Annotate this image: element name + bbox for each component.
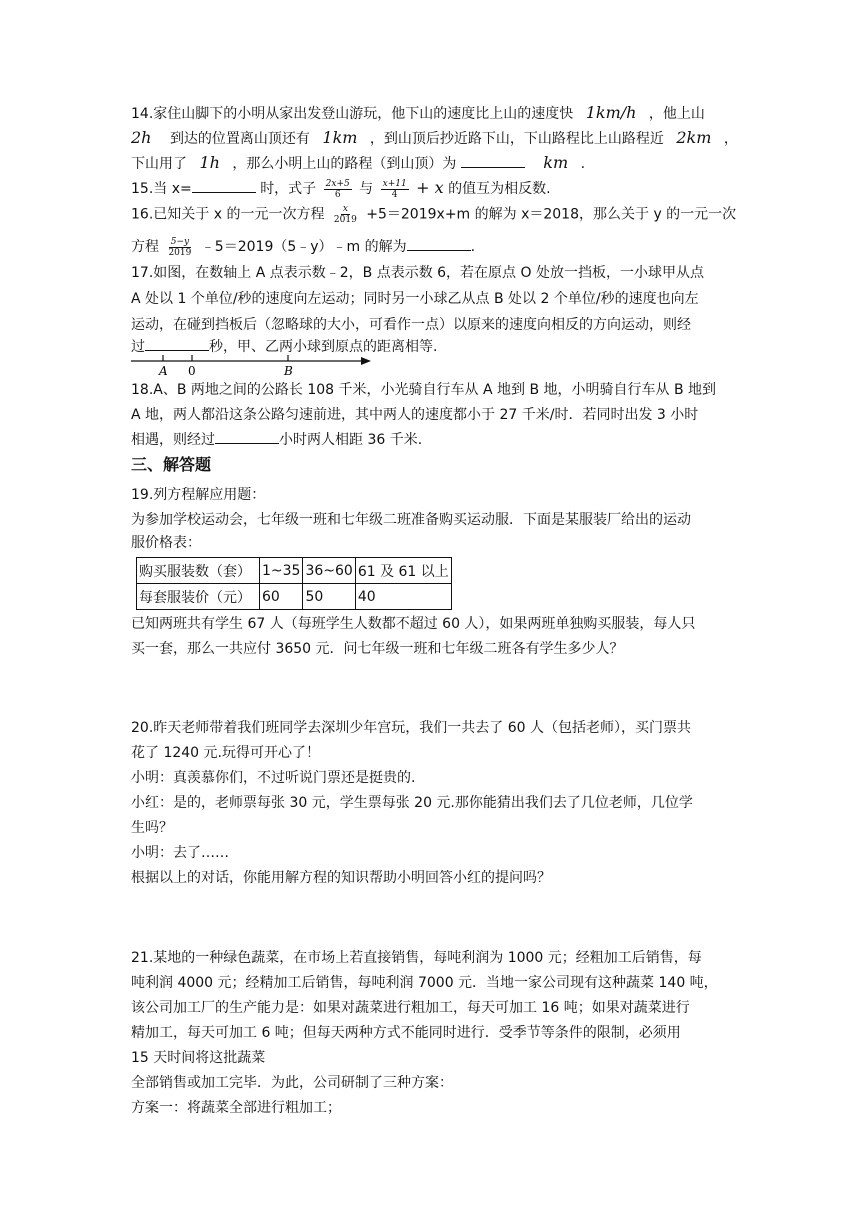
q17-line-2: A 处以 1 个单位/秒的速度向左运动；同时另一小球乙从点 B 处以 2 个单位/秒的速度也向左 <box>131 291 699 307</box>
table-cell: 每套服装价（元） <box>137 584 260 610</box>
q19-line-2: 为参加学校运动会，七年级一班和七年级二班准备购买运动服．下面是某服装厂给出的运动 <box>131 512 691 528</box>
q15-answer-blank[interactable] <box>192 178 256 193</box>
q17-text: 秒，甲、乙两小球到原点的距离相等. <box>209 339 438 355</box>
q14-text: ，他上山 <box>648 106 705 122</box>
q21-line-2: 吨利润 4000 元；经精加工后销售，每吨利润 7000 元．当地一家公司现有这种蔬菜 140 吨， <box>131 975 718 991</box>
q14-math: 1h <box>199 153 220 172</box>
denominator: 2019 <box>168 247 192 258</box>
q15-fraction-2 <box>381 179 409 200</box>
numerator: 2x+5 <box>325 178 350 189</box>
q16-text: 16.已知关于 x 的一元一次方程 <box>131 206 325 223</box>
table-cell: 购买服装数（套） <box>137 558 260 584</box>
q16-text: ﹣5＝2019（5﹣y）﹣m 的解为 <box>200 239 407 255</box>
q18-text: 小时两人相距 36 千米. <box>279 432 423 448</box>
q20-line-5: 生吗？ <box>131 820 173 836</box>
q17-text: 过 <box>131 339 145 355</box>
q18-line-3 <box>131 429 422 450</box>
numerator: x <box>342 204 348 214</box>
q15-text: 时，式子 <box>260 181 317 197</box>
q16-text: 方程 <box>131 239 159 255</box>
q18-answer-blank[interactable] <box>215 429 279 444</box>
number-line-figure <box>131 346 371 376</box>
q19-line-4: 已知两班共有学生 67 人（每班学生人数都不超过 60 人），如果两班单独购买服装，每人只 <box>131 616 696 632</box>
q20-line-1: 20.昨天老师带着我们班同学去深圳少年宫玩，我们一共去了 60 人（包括老师），买门票共 <box>131 720 691 736</box>
q21-line-4: 精加工，每天可加工 6 吨；但每天两种方式不能同时进行．受季节等条件的限制，必须用 <box>131 1025 681 1041</box>
q16-fraction-2 <box>166 237 193 258</box>
q16-text: +5＝2019x+m 的解为 x＝2018，那么关于 y 的一元一次 <box>366 206 737 223</box>
q14-line-1 <box>131 103 705 124</box>
denominator: 2019 <box>333 215 357 225</box>
q15-text: 15.当 x= <box>131 181 192 197</box>
table-cell: 60 <box>260 584 303 610</box>
q14-text: ，那么小明上山的路程（到山顶）为 <box>232 156 457 172</box>
q16-answer-blank[interactable] <box>407 236 471 251</box>
q17-line-1: 17.如图，在数轴上 A 点表示数﹣2，B 点表示数 6，若在原点 O 处放一挡板，一小球甲从点 <box>131 265 704 281</box>
q17-line-3: 运动，在碰到挡板后（忽略球的大小，可看作一点）以原来的速度向相反的方向运动，则经 <box>131 317 691 333</box>
table-cell: 1~35 <box>260 558 303 584</box>
q19-line-3: 服价格表： <box>131 535 201 551</box>
q14-line-3 <box>131 153 585 174</box>
q21-line-5: 15 天时间将这批蔬菜 <box>131 1050 266 1066</box>
label-a: A <box>159 364 168 376</box>
q14-text: 到达的位置离山顶还有 <box>169 131 310 147</box>
section-heading: 三、解答题 <box>131 455 212 474</box>
q15-line <box>131 178 551 200</box>
numerator: 5−y <box>170 236 190 247</box>
numerator: x+11 <box>382 178 407 189</box>
table-cell: 61 及 61 以上 <box>355 558 451 584</box>
q21-line-3: 该公司加工厂的生产能力是：如果对蔬菜进行粗加工，每天可加工 16 吨；如果对蔬菜进行 <box>131 1000 690 1016</box>
q14-text: 14.家住山脚下的小明从家出发登山游玩，他下山的速度比上山的速度快 <box>131 106 574 122</box>
price-table-header-row <box>137 558 452 584</box>
q21-line-7: 方案一：将蔬菜全部进行粗加工； <box>131 1100 341 1116</box>
table-cell: 40 <box>355 584 451 610</box>
q20-line-6: 小明：去了…… <box>131 845 229 861</box>
denominator: 4 <box>391 189 398 200</box>
q16-text: . <box>470 239 476 255</box>
q15-text: 的值互为相反数. <box>448 181 551 197</box>
q21-line-6: 全部销售或加工完毕．为此，公司研制了三种方案： <box>131 1075 453 1091</box>
q18-text: 相遇，则经过 <box>131 432 215 448</box>
q16-line-1 <box>131 204 736 225</box>
q21-line-1: 21.某地的一种绿色蔬菜，在市场上若直接销售，每吨利润为 1000 元；经粗加工后销售，每 <box>131 950 702 966</box>
q16-fraction-1 <box>332 204 359 225</box>
q18-line-1: 18.A、B 两地之间的公路长 108 千米，小光骑自行车从 A 地到 B 地，小明骑自行车从 B 地到 <box>131 382 717 398</box>
label-origin: 0 <box>188 364 196 376</box>
q14-line-2 <box>131 128 738 149</box>
q15-fraction-1 <box>324 179 352 200</box>
q19-line-5: 买一套，那么一共应付 3650 元．问七年级一班和七年级二班各有学生多少人？ <box>131 641 624 657</box>
table-cell: 36~60 <box>303 558 355 584</box>
q16-line-2 <box>131 236 475 258</box>
denominator: 6 <box>334 189 341 200</box>
label-b: B <box>284 364 293 376</box>
q14-math: 1km <box>322 128 358 147</box>
number-line-arrowhead <box>361 357 371 365</box>
q20-line-4: 小红：是的，老师票每张 30 元，学生票每张 20 元.那你能猜出我们去了几位老师，几位学 <box>131 795 693 811</box>
q20-line-7: 根据以上的对话，你能用解方程的知识帮助小明回答小红的提问吗？ <box>131 870 551 886</box>
q15-text: 与 <box>359 181 374 197</box>
q14-math: 2km <box>676 128 712 147</box>
q14-text: . <box>580 156 586 172</box>
price-table-row <box>137 584 452 610</box>
q14-text: 下山用了 <box>131 156 187 172</box>
q19-line-1: 19.列方程解应用题： <box>131 487 266 503</box>
q14-math: km <box>543 153 569 172</box>
table-cell: 50 <box>303 584 355 610</box>
q20-line-3: 小明：真羡慕你们，不过听说门票还是挺贵的. <box>131 770 416 786</box>
price-table <box>136 557 452 610</box>
q14-text: ， <box>723 131 738 147</box>
q15-math: + x <box>416 178 444 197</box>
q14-math: 2h <box>131 128 152 147</box>
q14-text: ，到山顶后抄近路下山，下山路程比上山路程近 <box>369 131 664 147</box>
q18-line-2: A 地，两人都沿这条公路匀速前进，其中两人的速度都小于 27 千米/时．若同时出发 3 小时 <box>131 407 699 423</box>
q14-answer-blank[interactable] <box>461 153 525 168</box>
q14-math: 1km/h <box>585 103 637 122</box>
q20-line-2: 花了 1240 元.玩得可开心了！ <box>131 745 320 761</box>
